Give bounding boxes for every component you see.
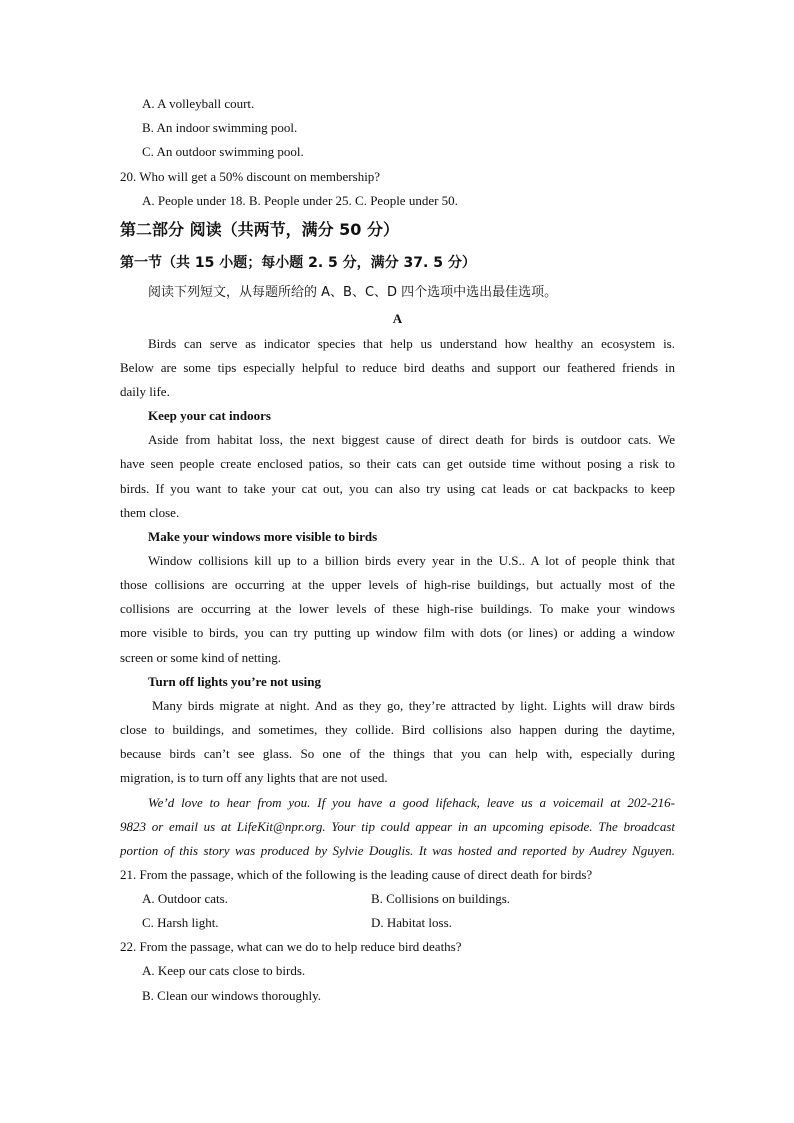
passage-heading-windows: Make your windows more visible to birds <box>148 529 378 544</box>
q20-options: A. People under 18. B. People under 25. C. People under 50. <box>142 193 458 208</box>
q22-stem: 22. From the passage, what can we do to help reduce bird deaths? <box>120 939 462 954</box>
note-line-1: We’d love to hear from you. If you have a good lifehack, leave us a voicemail at 202-216- <box>148 795 675 810</box>
q22-option-a: A. Keep our cats close to birds. <box>142 963 306 978</box>
para3-line-1: Many birds migrate at night. And as they go, they’re attracted by light. Lights will draw birds <box>152 698 675 713</box>
q21-stem: 21. From the passage, which of the following is the leading cause of direct death for birds? <box>120 867 593 882</box>
para2-line-1: Window collisions kill up to a billion birds every year in the U.S.. A lot of people think that <box>148 553 675 568</box>
passage-letter: A <box>392 311 403 326</box>
para1-line-3: birds. If you want to take your cat out, you can also try using cat leads or cat backpacks to keep <box>120 481 675 496</box>
passage-intro-line-1: Birds can serve as indicator species that help us understand how healthy an ecosystem is. <box>148 336 675 351</box>
para2-line-4: more visible to birds, you can try putting up window film with dots (or lines) or adding a window <box>120 625 675 640</box>
passage-heading-lights: Turn off lights you’re not using <box>148 674 322 689</box>
q19-option-c: C. An outdoor swimming pool. <box>142 144 304 159</box>
passage-intro-line-3: daily life. <box>120 384 170 399</box>
q19-option-b: B. An indoor swimming pool. <box>142 120 298 135</box>
para1-line-2: have seen people create enclosed patios, so their cats can get outside time without posing a risk to <box>120 456 675 471</box>
q21-option-a: A. Outdoor cats. <box>142 891 228 906</box>
q21-option-c: C. Harsh light. <box>142 915 219 930</box>
q21-option-b: B. Collisions on buildings. <box>371 891 511 906</box>
q22-option-b: B. Clean our windows thoroughly. <box>142 988 321 1003</box>
part-title: 第二部分 阅读（共两节，满分 50 分） <box>120 220 399 239</box>
q19-option-a: A. A volleyball court. <box>142 96 255 111</box>
passage-intro-line-2: Below are some tips especially helpful to reduce bird deaths and support our feathered friends in <box>120 360 675 375</box>
para3-line-2: close to buildings, and sometimes, they collide. Bird collisions also happen during the daytime, <box>120 722 675 737</box>
section-subtitle: 第一节（共 15 小题；每小题 2. 5 分，满分 37. 5 分） <box>120 255 476 271</box>
para1-line-4: them close. <box>120 505 180 520</box>
para2-line-3: collisions are occurring at the lower levels of these high-rise buildings. To make your windows <box>120 601 675 616</box>
para1-line-1: Aside from habitat loss, the next biggest cause of direct death for birds is outdoor cats. We <box>148 432 675 447</box>
passage-heading-cat: Keep your cat indoors <box>148 408 271 423</box>
para3-line-3: because birds can’t see glass. So one of the things that you can help with, especially during <box>120 746 675 761</box>
section-instruction: 阅读下列短文，从每题所给的 A、B、C、D 四个选项中选出最佳选项。 <box>148 285 558 300</box>
q21-option-d: D. Habitat loss. <box>371 915 452 930</box>
para3-line-4: migration, is to turn off any lights that are not used. <box>120 770 388 785</box>
q20-stem: 20. Who will get a 50% discount on membership? <box>120 169 381 184</box>
note-line-2: 9823 or email us at LifeKit@npr.org. Your tip could appear in an upcoming episode. The broadcast <box>120 819 675 834</box>
para2-line-2: those collisions are occurring at the upper levels of high-rise buildings, but actually most of the <box>120 577 675 592</box>
para2-line-5: screen or some kind of netting. <box>120 650 282 665</box>
note-line-3: portion of this story was produced by Sylvie Douglis. It was hosted and reported by Audrey Nguyen. <box>120 843 675 858</box>
